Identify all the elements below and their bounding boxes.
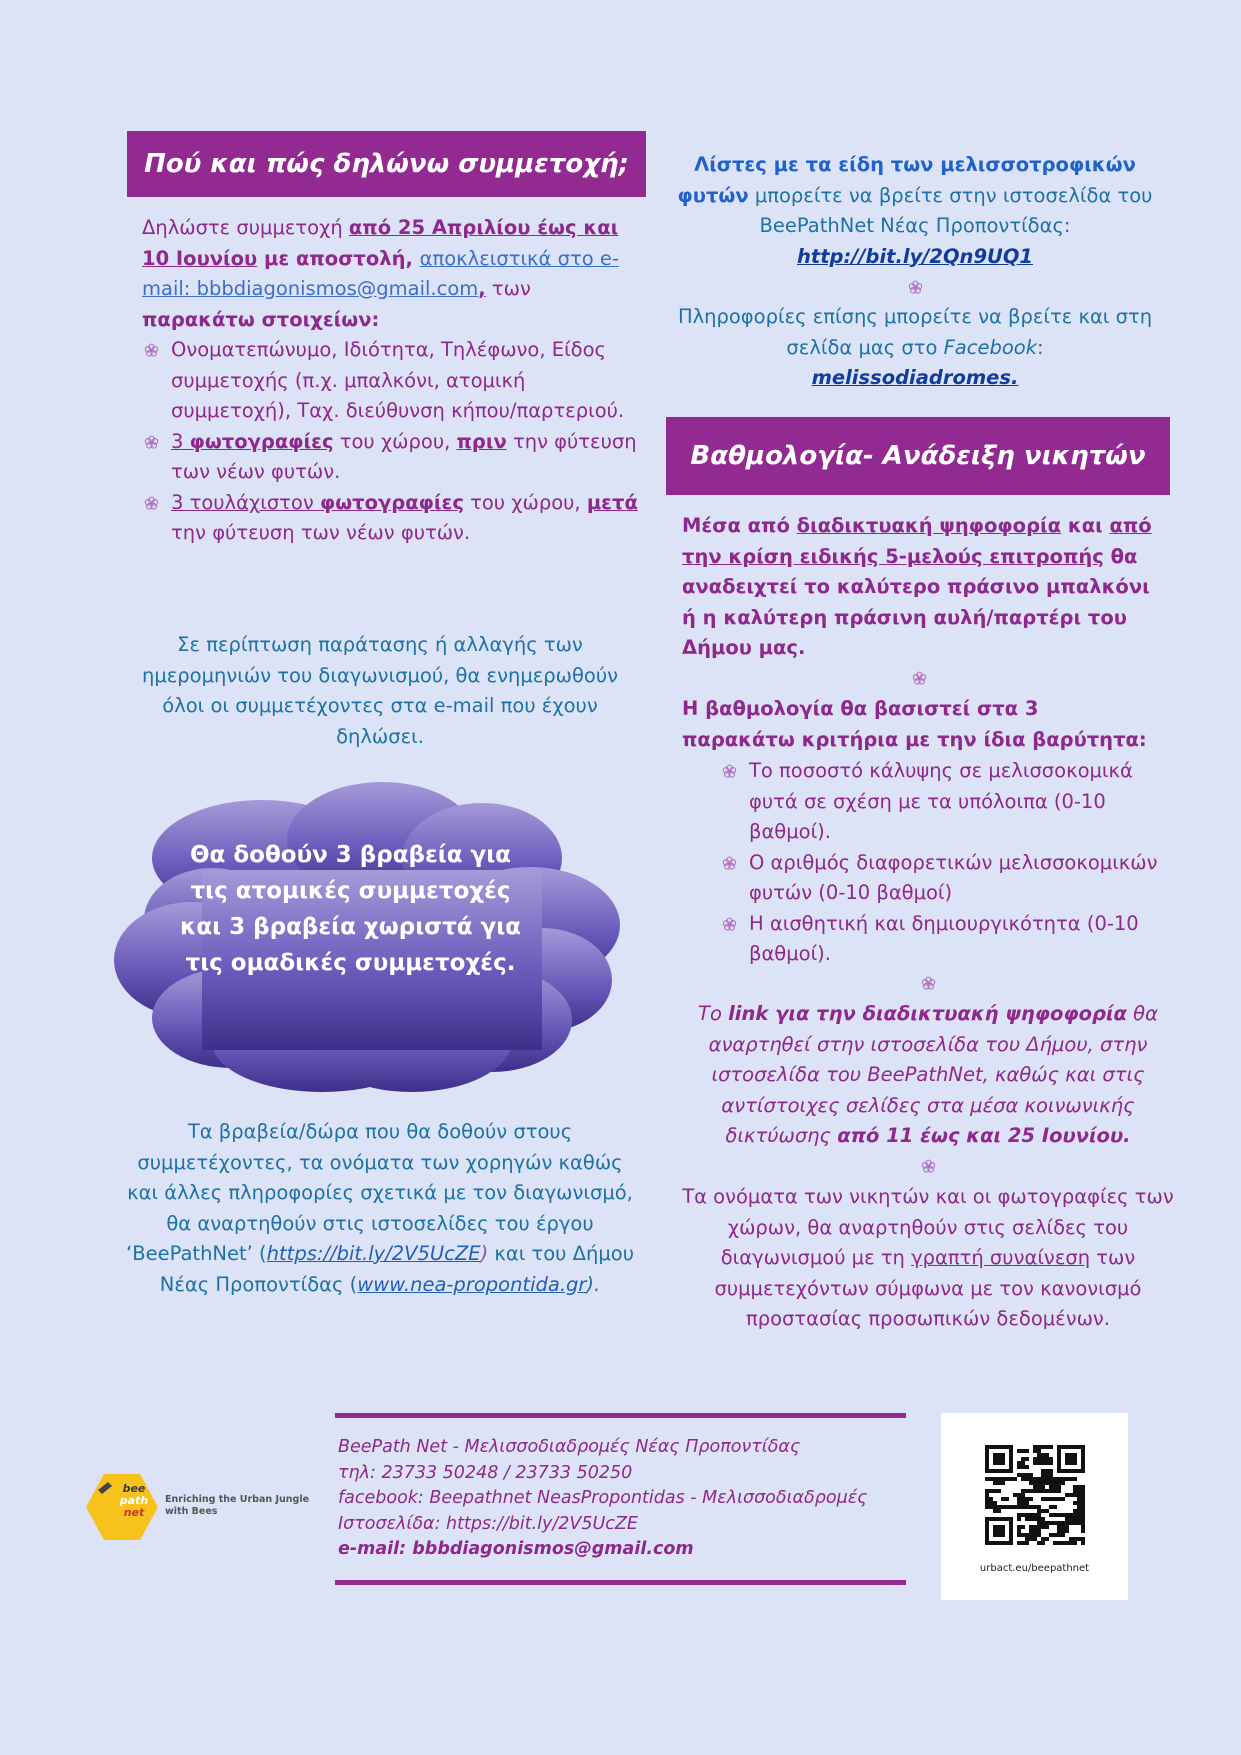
municipality-link[interactable]: www.nea-propontida.gr: [357, 1272, 587, 1296]
footer-contact: [338, 1435, 867, 1563]
separator-flower: [682, 1151, 1174, 1181]
contest-email-link[interactable]: bbbdiagonismos@gmail.com: [196, 277, 479, 300]
footer-bottom-rule: [335, 1580, 906, 1585]
flower-bullet-icon: [722, 764, 737, 779]
participation-banner: [127, 131, 646, 197]
scoring-banner-title: Βαθμολογία- Ανάδειξη νικητών: [690, 441, 1146, 471]
list-item: 3 φωτογραφίες του χώρου, πριν την φύτευση των νέων φυτών.: [142, 427, 642, 488]
prizes-cloud-text: Θα δοθούν 3 βραβεία για τις ατομικές συμμετοχές και 3 βραβεία χωριστά για τις ομαδικές συμμετοχές.: [180, 842, 521, 976]
criteria-list: [720, 756, 1160, 970]
facebook-link[interactable]: melissodiadromes.: [811, 366, 1019, 389]
scoring-banner: [666, 417, 1170, 495]
flower-bullet-icon: [908, 280, 923, 295]
voting-info: Μέσα από διαδικτυακή ψηφοφορία και από την κρίση ειδικής 5-μελούς επιτροπής θα αναδειχτεί το καλύτερο πράσινο μπαλκόνι ή η καλύτερη πράσινη αυλή/παρτέρι του Δήμου μας.: [682, 514, 1152, 659]
list-item: Το ποσοστό κάλυψης σε μελισσοκομικά φυτά σε σχέση με τα υπόλοιπα (0-10 βαθμοί).: [720, 756, 1160, 848]
flower-bullet-icon: [144, 435, 159, 450]
plant-lists-link[interactable]: http://bit.ly/2Qn9UQ1: [797, 244, 1033, 268]
qr-caption: urbact.eu/beepathnet: [979, 1563, 1090, 1574]
footer-website: Ιστοσελίδα: https://bit.ly/2V5UcZE: [338, 1513, 638, 1534]
facebook-info: Πληροφορίες επίσης μπορείτε να βρείτε και στη σελίδα μας στο Facebook: melissodiadromes.: [677, 305, 1153, 389]
criteria-intro: Η βαθμολογία θα βασιστεί στα 3 παρακάτω κριτήρια με την ίδια βαρύτητα:: [682, 697, 1147, 751]
flower-bullet-icon: [921, 976, 936, 991]
footer-email-link[interactable]: bbbdiagonismos@gmail.com: [412, 1539, 694, 1559]
list-item: 3 τουλάχιστον φωτογραφίες του χώρου, μετά την φύτευση των νέων φυτών.: [142, 488, 642, 549]
beepathnet-logo: [86, 1474, 158, 1540]
list-item: Ο αριθμός διαφορετικών μελισσοκομικών φυτών (0-10 βαθμοί): [720, 848, 1160, 909]
logo-word-path: path: [119, 1494, 149, 1507]
list-item: Η αισθητική και δημιουργικότητα (0-10 βαθμοί).: [720, 909, 1160, 970]
prizes-info: Τα βραβεία/δώρα που θα δοθούν στους συμμετέχοντες, τα ονόματα των χορηγών καθώς και άλλες πληροφορίες σχετικά με τον διαγωνισμό, θα αναρτηθούν στις ιστοσελίδες του έργου ‘BeePathNet’ (https://bit.ly/2V5UcZE) και του Δήμου Νέας Προποντίδας (www.nea-propontida.gr).: [126, 1120, 634, 1296]
winners-info: Τα ονόματα των νικητών και οι φωτογραφίες των χώρων, θα αναρτηθούν στις σελίδες του διαγωνισμού με τη γραπτή συναίνεση των συμμετεχόντων σύμφωνα με τον κανονισμό προστασίας προσωπικών δεδομένων.: [682, 1185, 1174, 1330]
logo-tagline: Enriching the Urban Jungle with Bees: [165, 1494, 310, 1517]
participation-banner-title: Πού και πώς δηλώνω συμμετοχή;: [144, 149, 629, 179]
logo-word-bee: bee: [122, 1482, 146, 1495]
flower-bullet-icon: [144, 496, 159, 511]
footer-top-rule: [335, 1413, 906, 1418]
qr-code-icon: [985, 1445, 1085, 1545]
flower-bullet-icon: [722, 917, 737, 932]
logo-word-net: net: [123, 1506, 145, 1519]
qr-code-box: [941, 1413, 1128, 1600]
separator-flower: [682, 663, 1157, 693]
flower-bullet-icon: [912, 671, 927, 686]
list-item: Ονοματεπώνυμο, Ιδιότητα, Τηλέφωνο, Είδος συμμετοχής (π.χ. μπαλκόνι, ατομική συμμετοχή), Ταχ. διεύθυνση κήπου/παρτεριού.: [142, 335, 642, 427]
extension-note: Σε περίπτωση παράτασης ή αλλαγής των ημερομηνιών του διαγωνισμού, θα ενημερωθούν όλοι οι συμμετέχοντες στα e-mail που έχουν δηλώσει.: [141, 633, 619, 748]
flower-bullet-icon: [144, 343, 159, 358]
plant-lists-info: Λίστες με τα είδη των μελισσοτροφικών φυτών μπορείτε να βρείτε στην ιστοσελίδα του BeePathNet Νέας Προποντίδας: http://bit.ly/2Qn9UQ1: [677, 153, 1153, 268]
footer-facebook: facebook: Beepathnet NeasPropontidas - Μελισσοδιαδρομές: [338, 1488, 868, 1508]
flower-bullet-icon: [722, 856, 737, 871]
separator-flower: [670, 272, 1160, 302]
footer-email: e-mail: bbbdiagonismos@gmail.com: [338, 1539, 694, 1559]
beepathnet-link[interactable]: https://bit.ly/2V5UcZE: [266, 1242, 481, 1265]
exclusive-email-link[interactable]: αποκλειστικά στο e-mail: [142, 246, 619, 300]
participation-requirements-list: [142, 335, 642, 549]
flower-bullet-icon: [921, 1159, 936, 1174]
voting-link-note: Το link για την διαδικτυακή ψηφοφορία θα αναρτηθεί στην ιστοσελίδα του Δήμου, στην ιστοσελίδα του BeePathNet, καθώς και στις αντίστοιχες σελίδες στα μέσα κοινωνικής δικτύωσης από 11 έως και 25 Ιουνίου.: [698, 1002, 1158, 1147]
footer-phone: τηλ: 23733 50248 / 23733 50250: [338, 1462, 633, 1483]
footer-project-name: BeePath Net - Μελισσοδιαδρομές Νέας Προποντίδας: [338, 1437, 801, 1457]
participation-intro: Δηλώστε συμμετοχή από 25 Απριλίου έως και 10 Ιουνίου με αποστολή, αποκλειστικά στο e-mail: bbbdiagonismos@gmail.com, των παρακάτω στοιχείων:: [142, 216, 619, 331]
separator-flower: [682, 968, 1174, 998]
